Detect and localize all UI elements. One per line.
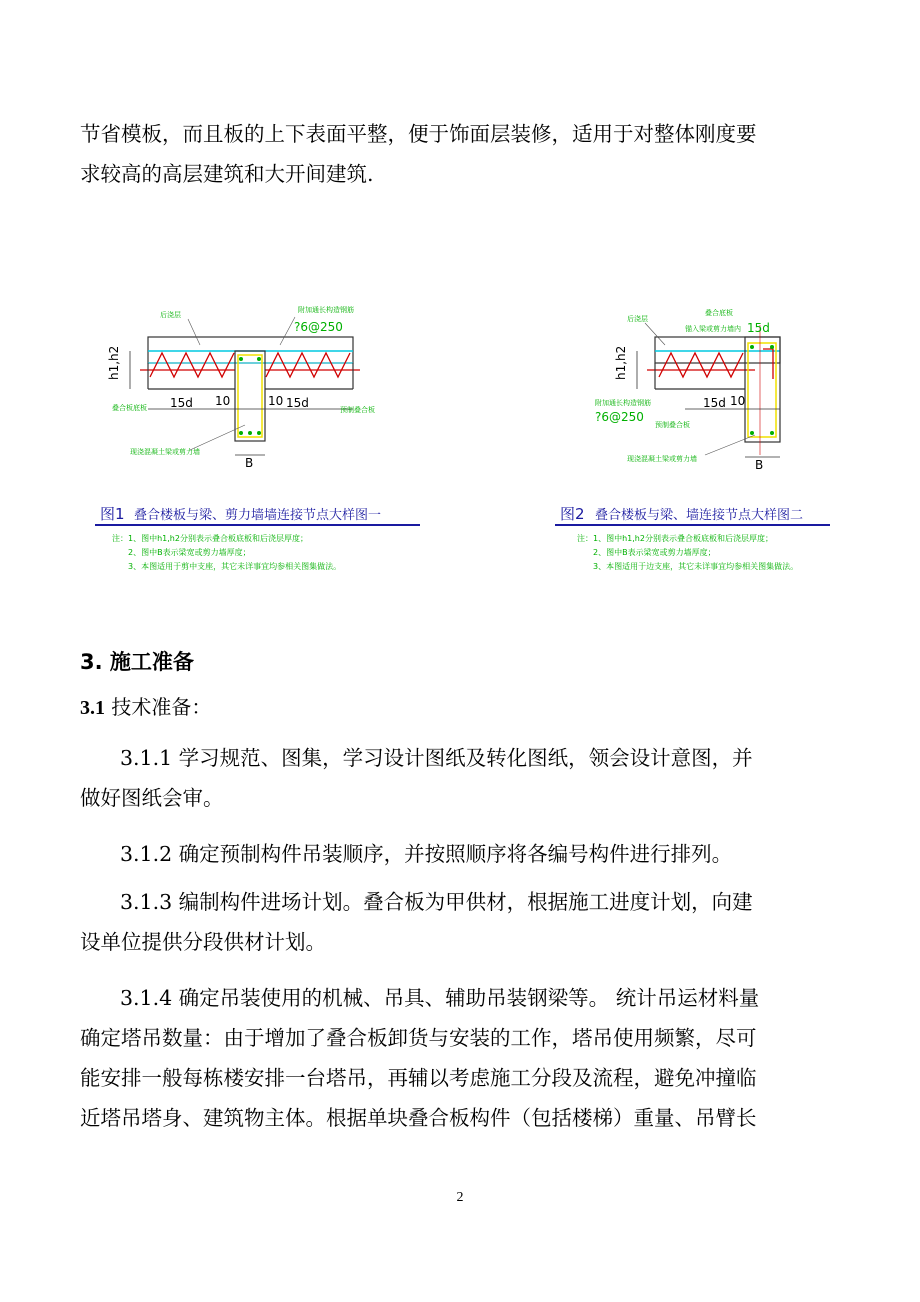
fig2-note-2: 2、图中B表示梁宽或剪力墙厚度； [593,548,716,557]
subsection-number: 3.1 [80,697,105,719]
figure-1-detail-drawing [90,295,430,605]
paragraph-3-1-3 [80,882,800,962]
paragraph-line: 设单位提供分段供材计划。 [80,930,326,954]
fig1-wall-label: 现浇混凝土梁或剪力墙 [130,448,200,456]
fig1-note-1: 注：1、图中h1,h2分别表示叠合板底板和后浇层厚度； [112,534,308,543]
paragraph-3-1-2 [80,834,800,874]
fig1-top-layer-label: 后浇层 [160,311,181,319]
fig2-rebar-note: 附加通长构造钢筋 [595,399,651,407]
page-number: 2 [456,1190,464,1205]
figure-2-detail-drawing [555,295,840,605]
intro-line-2: 求较高的高层建筑和大开间建筑. [80,162,374,186]
fig1-note-3: 3、本图适用于剪中支座，其它未详事宜均参相关图集做法。 [128,562,342,571]
fig2-dim-10: 10 [730,394,746,408]
paragraph-line: 做好图纸会审。 [80,786,224,810]
fig2-caption-num: 图2 [560,505,585,523]
fig1-dim-15d-left: 15d [170,396,193,410]
fig1-bottom-plate-label: 叠合板底板 [112,404,147,412]
fig2-dim-15d: 15d [703,396,726,410]
fig1-rebar-note: 附加通长构造钢筋 [298,306,354,314]
fig1-dim-10-right: 10 [268,394,284,408]
fig2-rebar-spec: ?6@250 [595,410,644,424]
paragraph-line: 3.1.2 确定预制构件吊装顺序，并按照顺序将各编号构件进行排列。 [120,842,733,866]
section-heading: 3. 施工准备 [80,650,194,674]
subsection-heading [80,690,211,725]
fig1-B-label: B [245,456,254,470]
fig1-caption-num: 图1 [100,505,125,523]
fig2-bottom-plate-top-label: 叠合底板 [705,309,733,317]
fig1-rebar-spec: ?6@250 [294,320,343,334]
paragraph-line: 近塔吊塔身、建筑物主体。根据单块叠合板构件（包括楼梯）重量、吊臂长 [80,1106,757,1130]
fig1-note-2: 2、图中B表示梁宽或剪力墙厚度； [128,548,251,557]
fig1-precast-label: 预制叠合板 [340,406,375,414]
fig1-h-label: h1,h2 [107,345,121,380]
paragraph-line: 3.1.1 学习规范、图集，学习设计图纸及转化图纸，领会设计意图，并 [120,746,753,770]
fig1-dim-10-left: 10 [215,394,231,408]
paragraph-line: 确定塔吊数量：由于增加了叠合板卸货与安装的工作，塔吊使用频繁，尽可 [80,1026,757,1050]
fig2-precast-label: 预制叠合板 [655,421,690,429]
fig2-anchor-length: 15d [747,321,770,335]
fig2-top-layer-label: 后浇层 [627,315,648,323]
paragraph-3-1-1 [80,738,800,818]
fig2-note-3: 3、本图适用于边支座，其它未详事宜均参相关图集做法。 [593,562,799,571]
paragraph-line: 3.1.3 编制构件进场计划。叠合板为甲供材，根据施工进度计划，向建 [120,890,753,914]
fig2-wall-label: 现浇混凝土梁或剪力墙 [627,455,697,463]
paragraph-line: 3.1.4 确定吊装使用的机械、吊具、辅助吊装钢梁等。 统计吊运材料量 [120,986,760,1010]
fig2-caption: 叠合楼板与梁、墙连接节点大样图二 [595,508,804,523]
subsection-title: 技术准备： [105,695,212,719]
fig1-dim-15d-right: 15d [286,396,309,410]
fig2-anchor-note: 锚入梁或剪力墙内 [685,325,741,333]
fig2-B-label: B [755,458,764,472]
fig1-caption: 叠合楼板与梁、剪力墙墙连接节点大样图一 [134,508,382,523]
fig2-h-label: h1,h2 [614,345,628,380]
fig2-note-1: 注：1、图中h1,h2分别表示叠合板底板和后浇层厚度； [577,534,773,543]
paragraph-3-1-4 [80,978,800,1138]
paragraph-line: 能安排一般每栋楼安排一台塔吊，再辅以考虑施工分段及流程，避免冲撞临 [80,1066,757,1090]
intro-line-1: 节省模板，而且板的上下表面平整，便于饰面层装修，适用于对整体刚度要 [80,122,757,146]
intro-paragraph [80,114,800,194]
